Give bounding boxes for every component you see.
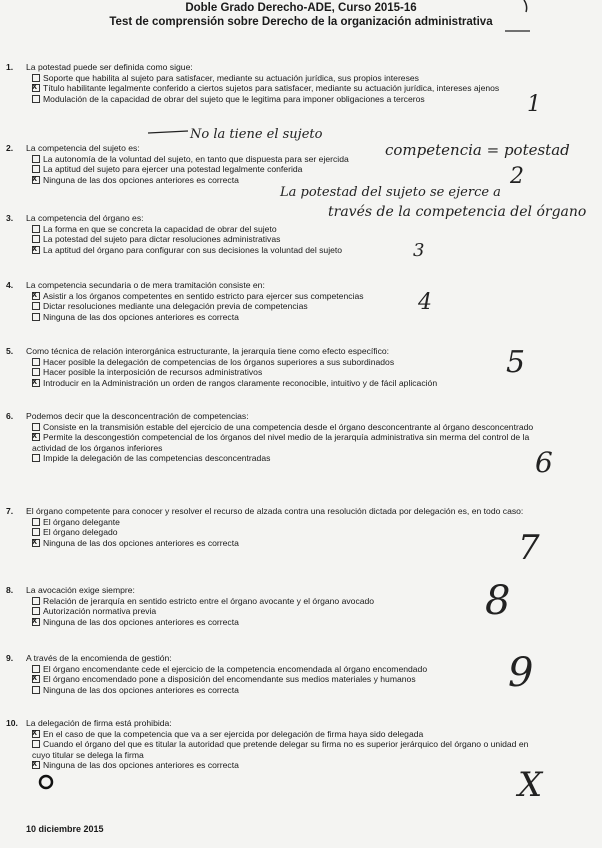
option-a[interactable]: La autonomía de la voluntad del sujeto, en tanto que dispuesta para ser ejercida (32, 154, 546, 165)
handwritten-mark: 7 (518, 528, 540, 568)
option-b[interactable]: xPermite la descongestión competencial de los órganos del nivel medio de la jerarquía administrativa sin merma del control de la actividad de los órganos inferiores (32, 432, 546, 453)
course-title: Doble Grado Derecho-ADE, Curso 2015-16 (185, 2, 417, 14)
question-number: 2. (6, 143, 14, 153)
question-4 (6, 280, 546, 322)
exam-date: 10 diciembre 2015 (26, 824, 104, 834)
question-5 (6, 346, 546, 388)
question-1 (6, 62, 546, 104)
checkbox[interactable] (32, 454, 40, 462)
option-c[interactable]: Ninguna de las dos opciones anteriores es correcta (32, 312, 546, 323)
checkbox-checked[interactable] (32, 761, 40, 769)
question-text: La competencia secundaria o de mera tramitación consiste en: (26, 280, 265, 290)
option-a[interactable]: Hacer posible la delegación de competencias de los órganos superiores a sus subordinados (32, 357, 546, 368)
option-c[interactable]: xNinguna de las dos opciones anteriores es correcta (32, 617, 546, 628)
option-a[interactable]: Relación de jerarquía en sentido estricto entre el órgano avocante y el órgano avocado (32, 596, 546, 607)
option-c[interactable]: Modulación de la capacidad de obrar del sujeto que le legitima para imponer obligaciones a terceros (32, 94, 546, 105)
option-b[interactable]: Autorización normativa previa (32, 606, 546, 617)
checkbox[interactable] (32, 358, 40, 366)
question-10 (6, 718, 546, 771)
option-a[interactable]: xAsistir a los órganos competentes en sentido estricto para ejercer sus competencias (32, 291, 546, 302)
option-b[interactable]: La aptitud del sujeto para ejercer una potestad legalmente conferida (32, 164, 546, 175)
question-text: La delegación de firma está prohibida: (26, 718, 172, 728)
checkbox-checked[interactable] (32, 379, 40, 387)
question-text: El órgano competente para conocer y resolver el recurso de alzada contra una resolución dictada por delegación es, en todo caso: (26, 506, 524, 516)
question-number: 7. (6, 506, 14, 516)
option-c[interactable]: Ninguna de las dos opciones anteriores es correcta (32, 685, 546, 696)
option-a[interactable]: El órgano encomendante cede el ejercicio de la competencia encomendada al órgano encomendado (32, 664, 546, 675)
handwritten-mark: 9 (508, 650, 534, 696)
option-b[interactable]: xEl órgano encomendado pone a disposición del encomendante sus medios materiales y humanos (32, 674, 546, 685)
handwritten-mark: X (518, 765, 543, 805)
checkbox-checked[interactable] (32, 539, 40, 547)
checkbox[interactable] (32, 686, 40, 694)
checkbox[interactable] (32, 597, 40, 605)
question-8 (6, 585, 546, 627)
option-b[interactable]: Hacer posible la interposición de recursos administrativos (32, 367, 546, 378)
option-c[interactable]: xNinguna de las dos opciones anteriores es correcta (32, 760, 546, 771)
checkbox-checked[interactable] (32, 84, 40, 92)
option-b[interactable]: Dictar resoluciones mediante una delegación previa de competencias (32, 301, 546, 312)
option-a[interactable]: xEn el caso de que la competencia que va a ser ejercida por delegación de firma haya sido delegada (32, 729, 546, 740)
question-text: La competencia del órgano es: (26, 213, 144, 223)
question-7 (6, 506, 546, 548)
handwritten-note: No la tiene el sujeto (190, 127, 323, 142)
question-number: 4. (6, 280, 14, 290)
checkbox-checked[interactable] (32, 730, 40, 738)
option-a[interactable]: El órgano delegante (32, 517, 546, 528)
question-number: 6. (6, 411, 14, 421)
checkbox-checked[interactable] (32, 675, 40, 683)
test-title: Test de comprensión sobre Derecho de la organización administrativa (109, 16, 493, 28)
checkbox[interactable] (32, 740, 40, 748)
question-text: Como técnica de relación interorgánica estructurante, la jerarquía tiene como efecto específico: (26, 346, 390, 356)
handwritten-mark: 4 (418, 290, 432, 315)
circle-mark (40, 776, 52, 788)
handwritten-mark: 6 (535, 446, 553, 479)
checkbox[interactable] (32, 155, 40, 163)
question-number: 10. (6, 718, 18, 728)
option-a[interactable]: Consiste en la transmisión estable del ejercicio de una competencia desde el órgano desconcentrante al órgano desconcentrado (32, 422, 546, 433)
checkbox-checked[interactable] (32, 618, 40, 626)
underline-stroke (148, 131, 188, 133)
checkbox[interactable] (32, 518, 40, 526)
handwritten-note: través de la competencia del órgano (328, 204, 587, 220)
question-number: 8. (6, 585, 14, 595)
handwritten-mark: 2 (510, 164, 524, 189)
checkbox[interactable] (32, 225, 40, 233)
question-text: A través de la encomienda de gestión: (26, 653, 172, 663)
option-b[interactable]: La potestad del sujeto para dictar resoluciones administrativas (32, 234, 546, 245)
question-text: Podemos decir que la desconcentración de competencias: (26, 411, 249, 421)
checkbox-checked[interactable] (32, 292, 40, 300)
question-text: La competencia del sujeto es: (26, 143, 140, 153)
question-number: 9. (6, 653, 14, 663)
checkbox-checked[interactable] (32, 433, 40, 441)
option-a[interactable]: Soporte que habilita al sujeto para satisfacer, mediante su actuación jurídica, sus propios intereses (32, 73, 546, 84)
question-number: 1. (6, 62, 14, 72)
question-text: La potestad puede ser definida como sigue: (26, 62, 193, 72)
option-b[interactable]: El órgano delegado (32, 527, 546, 538)
option-c[interactable]: xLa aptitud del órgano para configurar con sus decisiones la voluntad del sujeto (32, 245, 546, 256)
question-number: 5. (6, 346, 14, 356)
handwritten-note: competencia = potestad (385, 141, 570, 159)
handwritten-mark: 3 (413, 240, 425, 261)
checkbox[interactable] (32, 302, 40, 310)
option-b[interactable]: Cuando el órgano del que es titular la autoridad que pretende delegar su firma no es superior jerárquico del órgano o unidad en cuyo titular se delega la firma (32, 739, 529, 760)
question-number: 3. (6, 213, 14, 223)
checkbox-checked[interactable] (32, 246, 40, 254)
option-b[interactable]: xTítulo habilitante legalmente conferido a ciertos sujetos para satisfacer, mediante su actuación jurídica, intereses ajenos (32, 83, 546, 94)
handwritten-mark: 1 (527, 92, 541, 117)
question-9 (6, 653, 546, 695)
handwritten-mark: 5 (506, 345, 526, 380)
handwritten-mark: 8 (485, 578, 511, 624)
checkbox[interactable] (32, 313, 40, 321)
option-c[interactable]: xNinguna de las dos opciones anteriores es correcta (32, 538, 546, 549)
checkbox[interactable] (32, 95, 40, 103)
question-6 (6, 411, 546, 464)
option-a[interactable]: La forma en que se concreta la capacidad de obrar del sujeto (32, 224, 546, 235)
option-c[interactable]: xIntroducir en la Administración un orden de rangos claramente reconocible, intuitivo y de fácil aplicación (32, 378, 546, 389)
checkbox-checked[interactable] (32, 176, 40, 184)
handwritten-note: La potestad del sujeto se ejerce a (280, 185, 501, 200)
option-c[interactable]: xNinguna de las dos opciones anteriores es correcta (32, 175, 546, 186)
option-c[interactable]: Impide la delegación de las competencias desconcentradas (32, 453, 546, 464)
question-text: La avocación exige siempre: (26, 585, 135, 595)
